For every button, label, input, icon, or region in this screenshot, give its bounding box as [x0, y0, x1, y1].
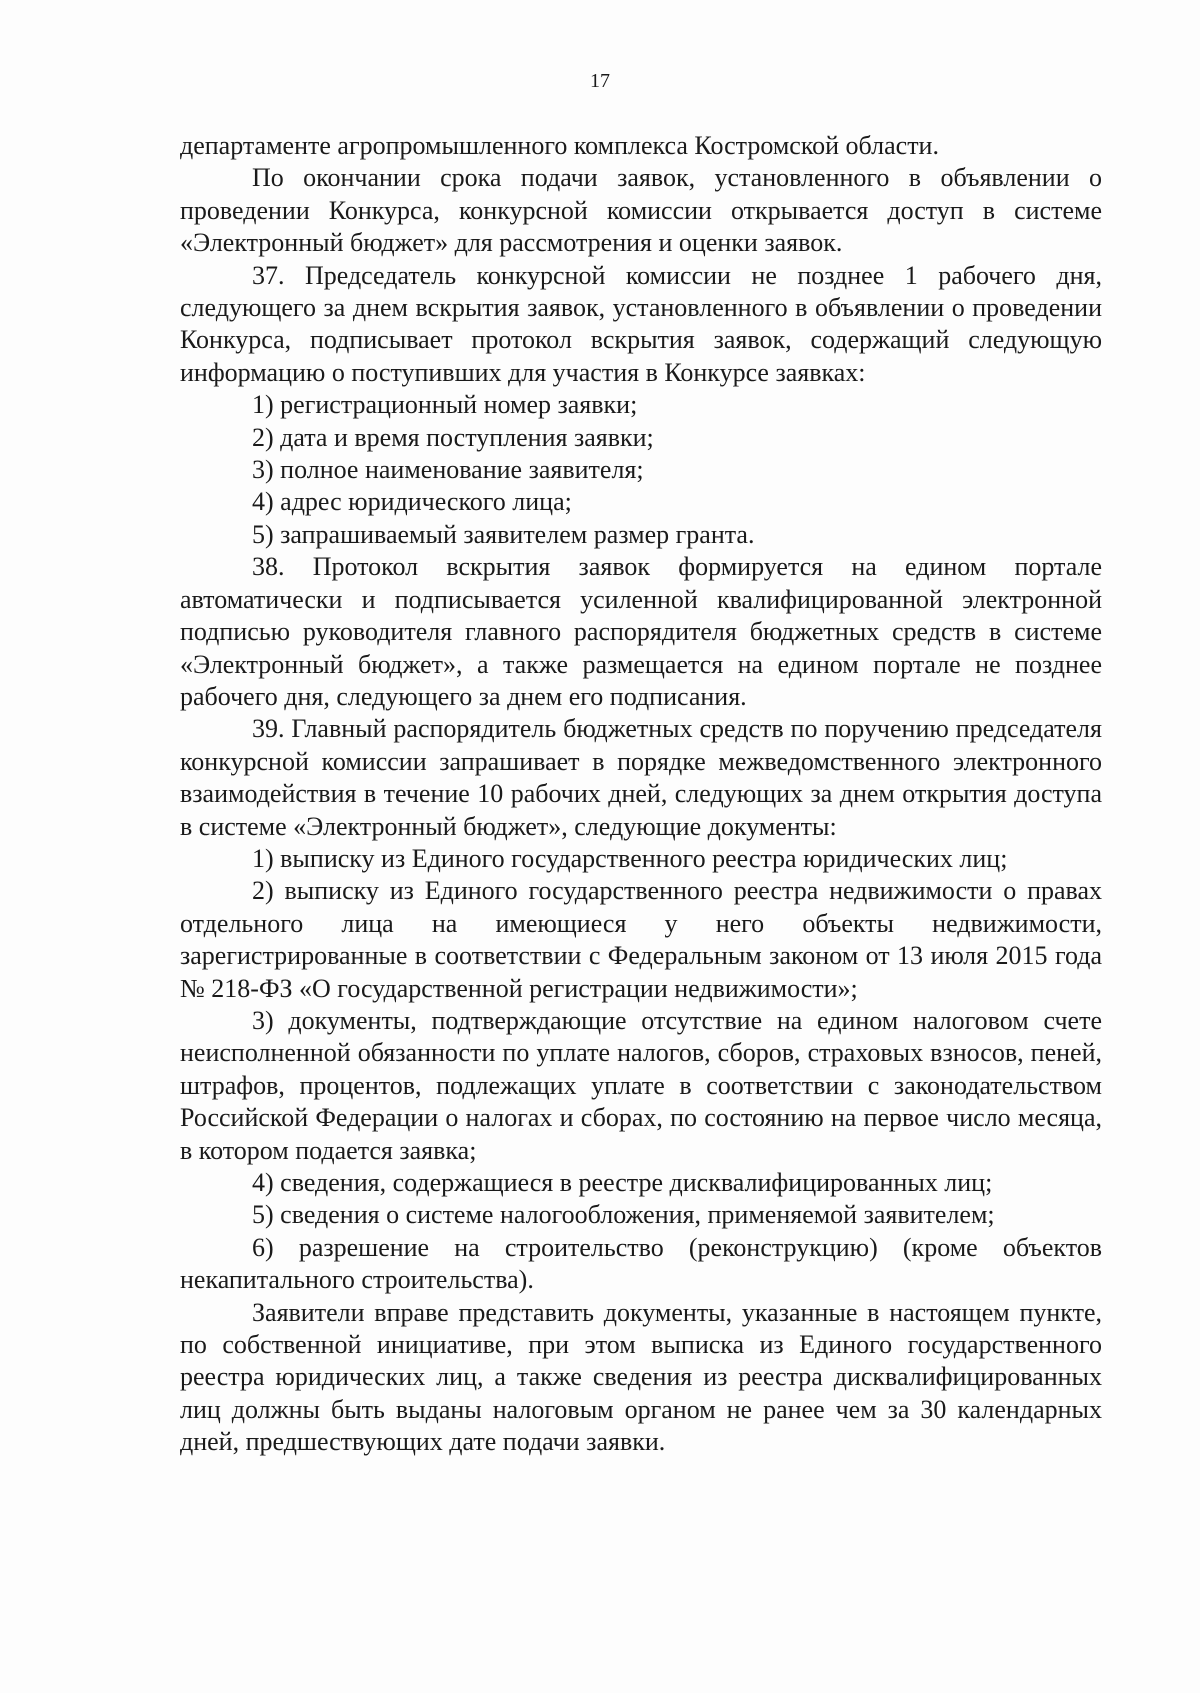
- list-item: 4) адрес юридического лица;: [252, 487, 572, 517]
- list-item: 2) выписку из Единого государственного реестра недвижимости о правах отдельного лица на имеющиеся у него объекты недвижимости, зарегистрированные в соответствии с Федеральным законом от 13 июля 2015 года № 218-ФЗ «О государственной регистрации недвижимости»;: [180, 876, 1102, 1003]
- document-body: [180, 130, 1102, 1459]
- list-item: 3) документы, подтверждающие отсутствие на едином налоговом счете неисполненной обязанности по уплате налогов, сборов, страховых взносов, пеней, штрафов, процентов, подлежащих уплате в соответствии с законодательством Российской Федерации о налогах и сборах, по состоянию на первое число месяца, в котором подается заявка;: [180, 1005, 1102, 1165]
- paragraph-39: 39. Главный распорядитель бюджетных средств по поручению председателя конкурсной комиссии запрашивает в порядке межведомственного электронного взаимодействия в течение 10 рабочих дней, следующих за днем открытия доступа в системе «Электронный бюджет», следующие документы:: [180, 714, 1102, 841]
- list-item: 1) выписку из Единого государственного реестра юридических лиц;: [252, 843, 1008, 873]
- paragraph-applicants-right: Заявители вправе представить документы, указанные в настоящем пункте, по собственной инициативе, при этом выписка из Единого государственного реестра юридических лиц, а также сведения из реестра дисквалифицированных лиц должны быть выданы налоговым органом не ранее чем за 30 календарных дней, предшествующих дате подачи заявки.: [180, 1297, 1102, 1457]
- list-item: 6) разрешение на строительство (реконструкцию) (кроме объектов некапитального строительства).: [180, 1232, 1102, 1295]
- list-item: 1) регистрационный номер заявки;: [252, 390, 638, 420]
- paragraph-37: 37. Председатель конкурсной комиссии не позднее 1 рабочего дня, следующего за днем вскрытия заявок, установленного в объявлении о проведении Конкурса, подписывает протокол вскрытия заявок, содержащий следующую информацию о поступивших для участия в Конкурсе заявках:: [180, 260, 1102, 387]
- paragraph-continuation: департаменте агропромышленного комплекса Костромской области.: [180, 131, 939, 160]
- list-item: 5) сведения о системе налогообложения, применяемой заявителем;: [252, 1200, 995, 1230]
- paragraph-38: 38. Протокол вскрытия заявок формируется на едином портале автоматически и подписывается усиленной квалифицированной электронной подписью руководителя главного распорядителя бюджетных средств в системе «Электронный бюджет», а также размещается на едином портале не позднее рабочего дня, следующего за днем его подписания.: [180, 552, 1102, 711]
- paragraph-application-access: По окончании срока подачи заявок, установленного в объявлении о проведении Конкурса, конкурсной комиссии открывается доступ в системе «Электронный бюджет» для рассмотрения и оценки заявок.: [180, 163, 1102, 258]
- list-item: 2) дата и время поступления заявки;: [252, 422, 654, 452]
- list-item: 4) сведения, содержащиеся в реестре дисквалифицированных лиц;: [252, 1168, 993, 1197]
- list-item: 3) полное наименование заявителя;: [252, 455, 644, 485]
- list-item: 5) запрашиваемый заявителем размер гранта.: [252, 519, 755, 549]
- page-number: 17: [590, 70, 610, 92]
